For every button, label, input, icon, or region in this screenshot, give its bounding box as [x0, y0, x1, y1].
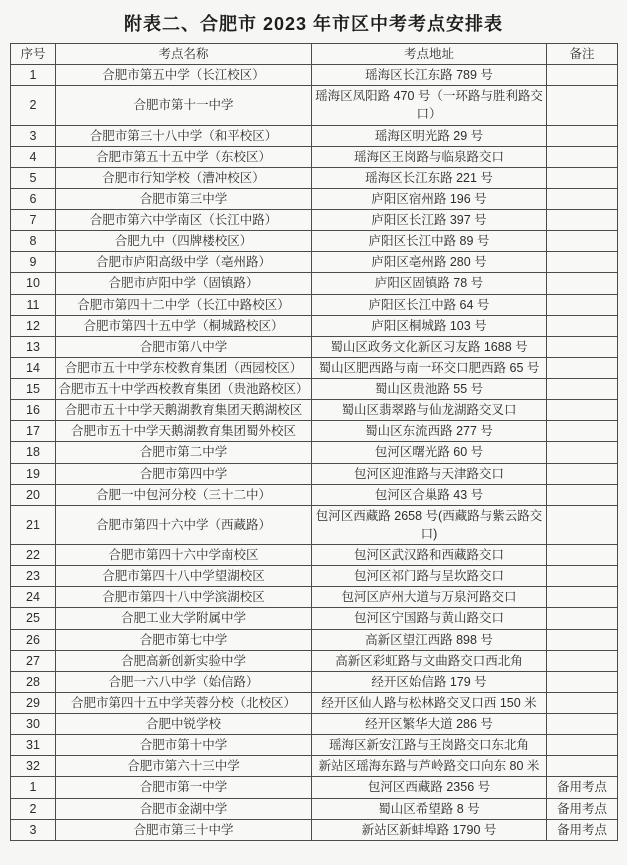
cell-site-address: 高新区彩虹路与文曲路交口西北角	[312, 650, 547, 671]
table-header-row	[11, 44, 618, 65]
cell-remarks	[547, 252, 618, 273]
cell-site-address: 新站区新蚌埠路 1790 号	[312, 819, 547, 840]
cell-remarks	[547, 400, 618, 421]
table-row	[11, 587, 618, 608]
table-row	[11, 671, 618, 692]
cell-remarks	[547, 379, 618, 400]
cell-site-name: 合肥市第四十八中学望湖校区	[56, 566, 312, 587]
cell-site-address: 庐阳区长江路 397 号	[312, 210, 547, 231]
cell-serial-number: 29	[11, 692, 56, 713]
table-row	[11, 421, 618, 442]
cell-remarks	[547, 505, 618, 544]
cell-site-name: 合肥市第八中学	[56, 336, 312, 357]
cell-serial-number: 2	[11, 798, 56, 819]
cell-site-name: 合肥市第二中学	[56, 442, 312, 463]
cell-serial-number: 3	[11, 819, 56, 840]
table-body	[11, 65, 618, 841]
cell-serial-number: 1	[11, 777, 56, 798]
cell-serial-number: 25	[11, 608, 56, 629]
cell-remarks	[547, 167, 618, 188]
table-row	[11, 608, 618, 629]
cell-site-address: 蜀山区希望路 8 号	[312, 798, 547, 819]
cell-serial-number: 31	[11, 735, 56, 756]
cell-serial-number: 11	[11, 294, 56, 315]
cell-serial-number: 4	[11, 146, 56, 167]
cell-site-address: 经开区始信路 179 号	[312, 671, 547, 692]
table-row	[11, 484, 618, 505]
cell-site-name: 合肥九中（四牌楼校区）	[56, 231, 312, 252]
cell-site-address: 新站区瑶海东路与芦岭路交口向东 80 米	[312, 756, 547, 777]
cell-remarks	[547, 231, 618, 252]
table-row	[11, 86, 618, 125]
cell-remarks	[547, 671, 618, 692]
cell-site-name: 合肥市第五中学（长江校区）	[56, 65, 312, 86]
table-row	[11, 650, 618, 671]
cell-remarks	[547, 587, 618, 608]
cell-site-name: 合肥市第一中学	[56, 777, 312, 798]
cell-site-address: 庐阳区宿州路 196 号	[312, 188, 547, 209]
table-row	[11, 819, 618, 840]
table-row	[11, 756, 618, 777]
cell-remarks	[547, 714, 618, 735]
cell-site-name: 合肥工业大学附属中学	[56, 608, 312, 629]
cell-site-address: 瑶海区凤阳路 470 号（一环路与胜利路交口）	[312, 86, 547, 125]
cell-remarks	[547, 125, 618, 146]
cell-remarks	[547, 735, 618, 756]
table-row	[11, 777, 618, 798]
cell-remarks	[547, 692, 618, 713]
cell-remarks	[547, 442, 618, 463]
cell-serial-number: 5	[11, 167, 56, 188]
cell-serial-number: 7	[11, 210, 56, 231]
cell-serial-number: 32	[11, 756, 56, 777]
cell-site-name: 合肥市五十中学天鹅湖教育集团天鹅湖校区	[56, 400, 312, 421]
cell-serial-number: 13	[11, 336, 56, 357]
cell-serial-number: 2	[11, 86, 56, 125]
cell-site-name: 合肥市五十中学天鹅湖教育集团蜀外校区	[56, 421, 312, 442]
cell-remarks	[547, 336, 618, 357]
table-row	[11, 400, 618, 421]
cell-serial-number: 3	[11, 125, 56, 146]
cell-remarks	[547, 86, 618, 125]
cell-site-address: 蜀山区贵池路 55 号	[312, 379, 547, 400]
cell-site-name: 合肥市行知学校（漕冲校区）	[56, 167, 312, 188]
cell-site-address: 包河区武汉路和西藏路交口	[312, 545, 547, 566]
cell-remarks	[547, 463, 618, 484]
cell-serial-number: 10	[11, 273, 56, 294]
cell-site-name: 合肥市第四十六中学南校区	[56, 545, 312, 566]
cell-site-address: 包河区庐州大道与万泉河路交口	[312, 587, 547, 608]
cell-site-address: 庐阳区长江中路 64 号	[312, 294, 547, 315]
table-row	[11, 379, 618, 400]
cell-site-name: 合肥市第五十五中学（东校区）	[56, 146, 312, 167]
cell-remarks	[547, 756, 618, 777]
cell-site-address: 瑶海区长江东路 789 号	[312, 65, 547, 86]
cell-site-address: 包河区曙光路 60 号	[312, 442, 547, 463]
page-title: 附表二、合肥市 2023 年市区中考考点安排表	[123, 14, 504, 34]
cell-site-address: 高新区望江西路 898 号	[312, 629, 547, 650]
cell-site-address: 瑶海区长江东路 221 号	[312, 167, 547, 188]
cell-remarks: 备用考点	[547, 777, 618, 798]
cell-site-name: 合肥市第四十五中学（桐城路校区）	[56, 315, 312, 336]
cell-site-address: 庐阳区桐城路 103 号	[312, 315, 547, 336]
cell-site-name: 合肥市第六十三中学	[56, 756, 312, 777]
cell-site-name: 合肥中锐学校	[56, 714, 312, 735]
cell-serial-number: 30	[11, 714, 56, 735]
table-row	[11, 65, 618, 86]
cell-site-address: 蜀山区东流西路 277 号	[312, 421, 547, 442]
cell-serial-number: 22	[11, 545, 56, 566]
cell-site-address: 包河区合巢路 43 号	[312, 484, 547, 505]
cell-remarks	[547, 650, 618, 671]
cell-site-name: 合肥市第三中学	[56, 188, 312, 209]
header-site-name: 考点名称	[56, 44, 312, 65]
exam-sites-table	[10, 43, 618, 841]
cell-site-name: 合肥市第四中学	[56, 463, 312, 484]
cell-site-name: 合肥市第三十八中学（和平校区）	[56, 125, 312, 146]
table-row	[11, 545, 618, 566]
cell-site-address: 蜀山区政务文化新区习友路 1688 号	[312, 336, 547, 357]
cell-serial-number: 20	[11, 484, 56, 505]
cell-site-address: 庐阳区长江中路 89 号	[312, 231, 547, 252]
table-row	[11, 252, 618, 273]
cell-site-address: 包河区迎淮路与天津路交口	[312, 463, 547, 484]
cell-site-name: 合肥市金湖中学	[56, 798, 312, 819]
cell-site-address: 经开区繁华大道 286 号	[312, 714, 547, 735]
cell-serial-number: 17	[11, 421, 56, 442]
cell-remarks	[547, 484, 618, 505]
cell-serial-number: 6	[11, 188, 56, 209]
cell-site-address: 包河区祁门路与呈坎路交口	[312, 566, 547, 587]
cell-remarks	[547, 273, 618, 294]
cell-serial-number: 24	[11, 587, 56, 608]
cell-serial-number: 8	[11, 231, 56, 252]
cell-remarks	[547, 421, 618, 442]
cell-remarks	[547, 566, 618, 587]
table-row	[11, 210, 618, 231]
cell-remarks	[547, 146, 618, 167]
cell-serial-number: 18	[11, 442, 56, 463]
header-serial-number: 序号	[11, 44, 56, 65]
cell-site-address: 瑶海区王岗路与临泉路交口	[312, 146, 547, 167]
cell-site-name: 合肥市第四十五中学芙蓉分校（北校区）	[56, 692, 312, 713]
cell-site-name: 合肥一六八中学（始信路）	[56, 671, 312, 692]
cell-serial-number: 1	[11, 65, 56, 86]
cell-site-address: 经开区仙人路与松林路交叉口西 150 米	[312, 692, 547, 713]
cell-remarks	[547, 294, 618, 315]
cell-serial-number: 14	[11, 357, 56, 378]
table-row	[11, 231, 618, 252]
cell-site-address: 包河区宁国路与黄山路交口	[312, 608, 547, 629]
cell-site-name: 合肥市庐阳中学（固镇路）	[56, 273, 312, 294]
cell-serial-number: 27	[11, 650, 56, 671]
cell-remarks	[547, 357, 618, 378]
table-row	[11, 273, 618, 294]
table-row	[11, 125, 618, 146]
table-row	[11, 357, 618, 378]
table-row	[11, 442, 618, 463]
cell-serial-number: 21	[11, 505, 56, 544]
cell-site-name: 合肥一中包河分校（三十二中）	[56, 484, 312, 505]
cell-serial-number: 9	[11, 252, 56, 273]
cell-site-name: 合肥市第七中学	[56, 629, 312, 650]
table-row	[11, 505, 618, 544]
table-row	[11, 167, 618, 188]
cell-site-address: 瑶海区明光路 29 号	[312, 125, 547, 146]
cell-site-name: 合肥市第四十八中学滨湖校区	[56, 587, 312, 608]
cell-site-name: 合肥市第六中学南区（长江中路）	[56, 210, 312, 231]
table-row	[11, 146, 618, 167]
header-site-address: 考点地址	[312, 44, 547, 65]
cell-serial-number: 28	[11, 671, 56, 692]
cell-remarks	[547, 315, 618, 336]
cell-serial-number: 23	[11, 566, 56, 587]
cell-serial-number: 16	[11, 400, 56, 421]
cell-site-name: 合肥市第三十中学	[56, 819, 312, 840]
table-row	[11, 336, 618, 357]
table-row	[11, 315, 618, 336]
cell-remarks	[547, 545, 618, 566]
table-row	[11, 188, 618, 209]
table-row	[11, 629, 618, 650]
cell-site-address: 庐阳区亳州路 280 号	[312, 252, 547, 273]
cell-site-address: 庐阳区固镇路 78 号	[312, 273, 547, 294]
table-row	[11, 566, 618, 587]
cell-site-address: 包河区西藏路 2356 号	[312, 777, 547, 798]
cell-remarks	[547, 629, 618, 650]
cell-site-name: 合肥高新创新实验中学	[56, 650, 312, 671]
cell-serial-number: 12	[11, 315, 56, 336]
table-row	[11, 714, 618, 735]
cell-serial-number: 15	[11, 379, 56, 400]
cell-remarks	[547, 210, 618, 231]
header-remarks: 备注	[547, 44, 618, 65]
cell-remarks: 备用考点	[547, 819, 618, 840]
cell-site-name: 合肥市第十中学	[56, 735, 312, 756]
cell-site-address: 蜀山区翡翠路与仙龙湖路交叉口	[312, 400, 547, 421]
cell-site-name: 合肥市第四十二中学（长江中路校区）	[56, 294, 312, 315]
cell-site-name: 合肥市五十中学西校教育集团（贵池路校区）	[56, 379, 312, 400]
cell-site-address: 瑶海区新安江路与王岗路交口东北角	[312, 735, 547, 756]
cell-remarks	[547, 65, 618, 86]
cell-site-name: 合肥市第十一中学	[56, 86, 312, 125]
cell-site-name: 合肥市第四十六中学（西藏路）	[56, 505, 312, 544]
table-row	[11, 735, 618, 756]
table-row	[11, 798, 618, 819]
cell-remarks	[547, 188, 618, 209]
cell-site-name: 合肥市庐阳高级中学（亳州路）	[56, 252, 312, 273]
cell-site-address: 蜀山区肥西路与南一环交口肥西路 65 号	[312, 357, 547, 378]
cell-site-name: 合肥市五十中学东校教育集团（西园校区）	[56, 357, 312, 378]
cell-serial-number: 26	[11, 629, 56, 650]
cell-remarks	[547, 608, 618, 629]
table-row	[11, 294, 618, 315]
cell-remarks: 备用考点	[547, 798, 618, 819]
cell-serial-number: 19	[11, 463, 56, 484]
table-row	[11, 463, 618, 484]
table-row	[11, 692, 618, 713]
cell-site-address: 包河区西藏路 2658 号(西藏路与紫云路交口)	[312, 505, 547, 544]
